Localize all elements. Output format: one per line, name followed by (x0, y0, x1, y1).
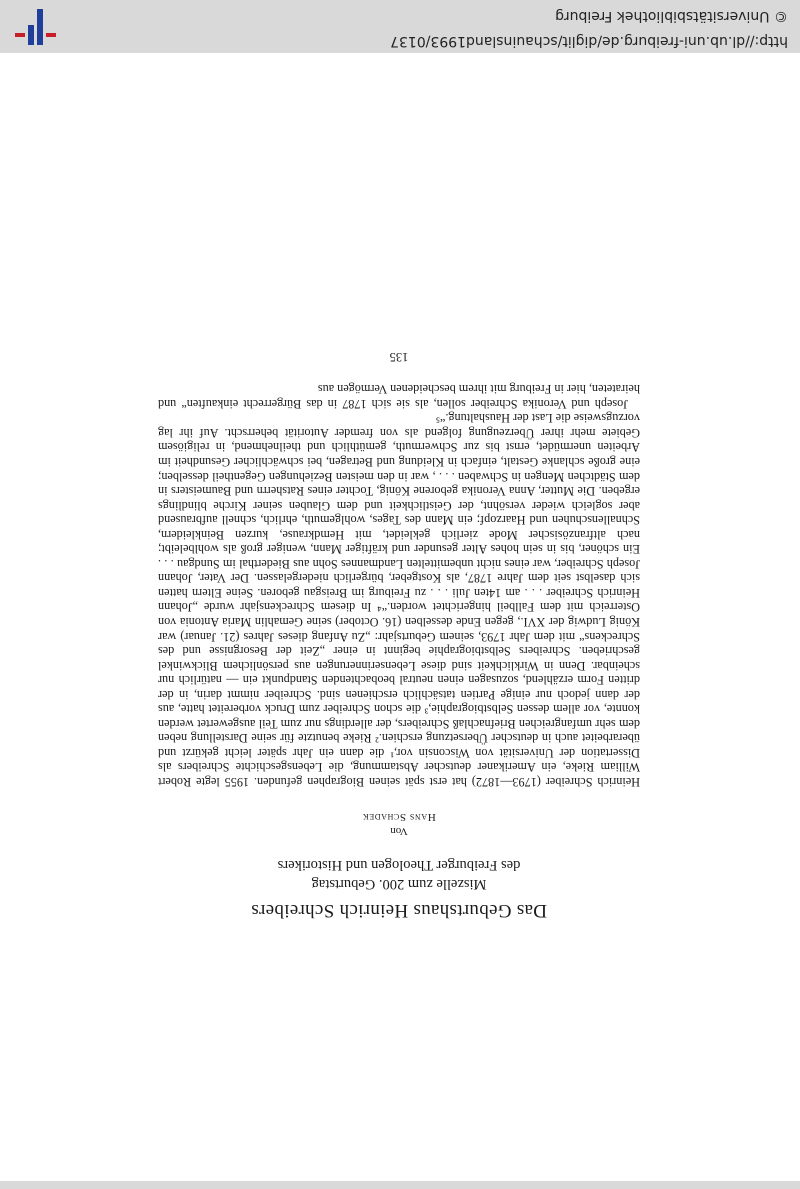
page-number: 135 (389, 349, 409, 364)
author-name: Hans Schadek (362, 811, 436, 823)
library-footer-bar (0, 0, 800, 53)
article-body (158, 349, 640, 921)
article-subtitle-line: des Freiburger Theologen und Historikers (277, 857, 521, 873)
ub-freiburg-logo-icon (12, 7, 56, 47)
article-title: Das Geburtshaus Heinrich Schreibers (251, 900, 547, 921)
body-paragraph: Joseph und Veronika Schreiber sollen, als sie sich 1787 in das Bürgerrecht einkauften“ und heirateten, hier in Freiburg mit ihrem bescheidenen Vermögen aus (158, 382, 640, 411)
copyright-notice: © Universitätsbibliothek Freiburg (555, 8, 788, 24)
byline-von: Von (390, 825, 408, 837)
bottom-gray-strip (0, 1181, 800, 1189)
permalink-url[interactable]: http://dl.ub.uni-freiburg.de/diglit/schauinsland1993/0137 (390, 33, 788, 49)
body-paragraph: Heinrich Schreiber (1793—1872) hat erst spät seinen Biographen gefunden. 1955 legte Robert William Rieke, ein Amerikaner deutscher Abstammung, die Lebensgeschichte Schreibers als Dissertation der Universität von Wisconsin vor,¹ die dann ein Jahr später leicht gekürzt und überarbeitet auch in deutscher Übersetzung erschien.² Rieke benutzte für seine Darstellung neben dem sehr umfangreichen Briefnachlaß Schreibers, der allerdings nur zum Teil ausgewertet werden konnte, vor allem dessen Selbstbiographie,³ die schon Schreiber zum Druck vorbereitet hatte, aus der dann jedoch nur einige Partien tatsächlich erschienen sind. Schreiber nimmt darin, in der dritten Form erzählend, sozusagen einen neutral beobachtenden Standpunkt ein — natürlich nur scheinbar. Denn in Wirklichkeit sind diese Lebenserinnerungen aus persönlichem Blickwinkel geschrieben. Schreibers Selbstbiographie beginnt in einer „Zeit der Besorgnisse und des Schreckens“ mit dem Jahr 1793, seinem Geburtsjahr: „Zu Anfang dieses Jahres (21. Januar) war König Ludwig der XVI., gegen Ende desselben (16. October) seine Gemahlin Maria Antonia von Osterreich mit dem Fallbeil hingerichtet worden.“⁴ In diesem Schreckensjahr wurde „Johann Heinrich Schreiber . . . am 14ten Juli . . . zu Freiburg im Breisgau geboren. Seine Eltern hatten sich daselbst seit dem Jahre 1787, als Kostgeber, bürgerlich niedergelassen. Der Vater, Johann Joseph Schreiber, war eines nicht unbemittelten Landmannes Sohn aus Biederthal im Sundgau . . . Ein schöner, bis in sein hohes Alter gesunder und kräftiger Mann, weniger groß als wohlbeleibt; nach altfranzösischer Mode zierlich gekleidet, mit Hemdkrause, kurzen Beinkleidern, Schnallenschuhen und Haarzopf; ein Mann des Tages, wohlgemuth, ehrlich, schnell aufbrausend aber sogleich wieder versöhnt, der Geistlichkeit und dem Glauben seiner Kirche blindlings ergeben. Die Mutter, Anna Veronika geborene König, Tochter eines Ratsherrn und Baumeisters in dem Städtchen Mengen in Schwaben . . . , war in den meisten Beziehungen Gegentheil desselben; eine große schlanke Gestalt, einfach in Kleidung und Betragen, bei schwächlicher Gesundheit im Arbeiten unermüdet, ernst bis zur Schwermuth, gemüthlich und theilnehmend, in religiösem Gebiete mehr ihrer Überzeugung folgend als von fremder Autorität beherrscht. Auf ihr lag vorzugsweise die Last der Haushaltung.“⁵ (158, 411, 640, 789)
article-subtitle-line: Miszelle zum 200. Geburtstag (311, 876, 487, 892)
